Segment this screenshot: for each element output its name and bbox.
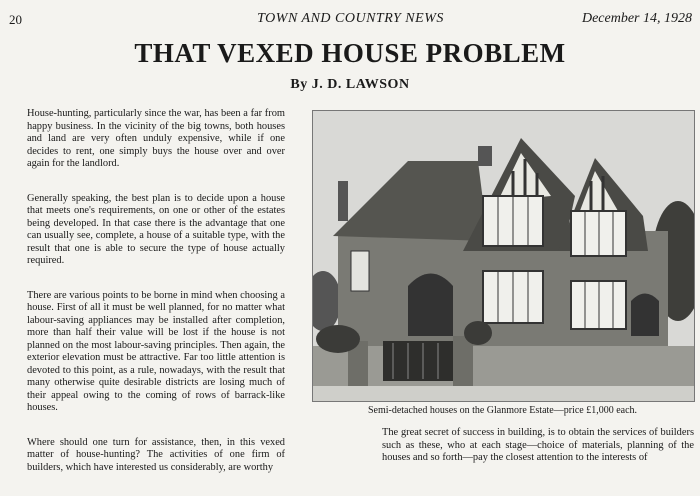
page-number: 20 — [9, 12, 22, 27]
article-paragraph: Generally speaking, the best plan is to decide upon a house that meets one's requirements, on one or other of the estates being developed. In that case there is the advantage that one can usually see, complete, a house of a suitable type, with the result that one is able to secure the type of house actually required. — [27, 192, 285, 266]
house-illustration — [313, 111, 694, 401]
photo-caption: Semi-detached houses on the Glanmore Estate—price £1,000 each. — [367, 405, 638, 416]
article-byline: By J. D. LAWSON — [290, 77, 410, 92]
right-column — [382, 427, 694, 465]
article-paragraph: There are various points to be borne in mind when choosing a house. First of all it must be well planned, for no matter what labour-saving appliances may be installed after completion, more than half their value will be lost if the house is not planned on the most labour-saving principles. Then again, the exterior elevation must be attractive. Far too little attention is devoted to this point, as a rule, nowadays, with the result that many otherwise quite desirable districts are losing much of their appeal owing to the coming of rows of barrack-like houses. — [27, 289, 285, 413]
article-paragraph: Where should one turn for assistance, then, in this vexed matter of house-hunting? The activities of one firm of builders, which have interested us considerably, are worthy — [27, 436, 285, 473]
house-photo — [312, 110, 695, 402]
running-head — [9, 11, 692, 31]
article-headline: THAT VEXED HOUSE PROBLEM — [134, 38, 566, 68]
article-paragraph: The great secret of success in building, is to obtain the services of builders such as these, who at each stage—choice of materials, planning of the houses and so forth—pay the closest attention to the interests of — [382, 427, 694, 463]
issue-date: December 14, 1928 — [581, 11, 692, 26]
left-column — [27, 108, 285, 496]
article-paragraph: House-hunting, particularly since the war, has been a far from happy business. In the vicinity of the big towns, both houses and land are very often unduly expensive, while if one decides to rent, one simply buys the house over and over again for the landlord. — [27, 108, 285, 169]
publication-title: TOWN AND COUNTRY NEWS — [257, 11, 444, 26]
